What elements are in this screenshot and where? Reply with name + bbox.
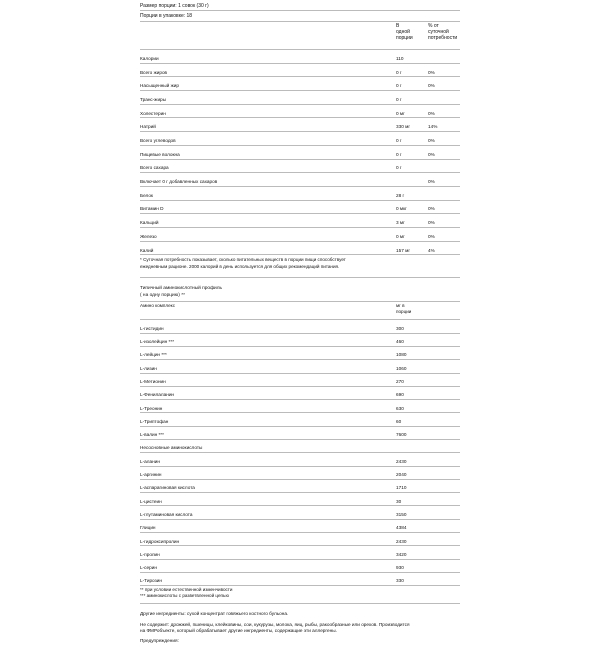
nutrient-percent: 0% (428, 179, 435, 185)
nutrient-name: Всего сахара (140, 165, 169, 171)
amino-amount: 930 (396, 565, 404, 571)
amino-amount: 3150 (396, 511, 407, 517)
amino-name: L-пролин (140, 551, 160, 557)
amino-row (140, 320, 460, 333)
amino-amount: 1710 (396, 485, 407, 491)
nutrient-name: Транс-жиры (140, 96, 167, 102)
amino-name: L-лизин (140, 365, 157, 371)
nutrient-name: Включает 0 г добавленных сахаров (140, 179, 218, 185)
amino-amount: 300 (396, 325, 404, 331)
nutrition-row (140, 105, 460, 119)
nutrient-percent (428, 61, 460, 63)
amino-profile-title (140, 286, 460, 302)
nutrient-percent: 0% (428, 151, 435, 157)
allergen-statement (140, 622, 460, 635)
footnote-line: ежедневным рационе. 2000 калорий в день используется для общих рекомендаций питания. (140, 263, 340, 269)
nutrient-percent: 0% (428, 220, 435, 226)
daily-header-line: суточной (428, 29, 449, 35)
daily-value-header (428, 23, 460, 41)
nutrient-amount: 110 (396, 55, 404, 61)
amino-row (140, 360, 460, 373)
other-ingredients: Другие ингредиенты: сухой концентрат говяжьего костного бульона. (140, 611, 289, 617)
nutrient-amount: 3 мг (396, 220, 405, 226)
footnote-line: * Суточная потребность показывает, сколько питательных веществ в порции пищи способствует (140, 257, 346, 263)
nutrient-percent: 4% (428, 247, 435, 253)
amino-row (140, 506, 460, 519)
legend-line: *** аминокислоты с разветвленной цепью (140, 593, 229, 599)
serving-size: Размер порции: 1 совок (30 г) (140, 2, 460, 11)
daily-header-line: потребности (428, 35, 458, 41)
nutrition-table-header (140, 22, 460, 50)
amino-row (140, 374, 460, 387)
amino-name: L-Тирозин (140, 578, 162, 584)
amino-name: L-глутаминовая кислота (140, 511, 193, 517)
amino-amount: 30 (396, 498, 402, 504)
nutrient-name: Витамин D (140, 206, 164, 212)
amino-amount: 690 (396, 392, 404, 398)
ingredients-block (140, 611, 460, 644)
nutrient-percent: 14% (428, 124, 438, 130)
amino-row (140, 546, 460, 559)
amino-amount: 2040 (396, 472, 407, 478)
amino-amount: 630 (396, 405, 404, 411)
amount-header-line: одной (396, 29, 410, 35)
amino-amount: 3420 (396, 551, 407, 557)
allergen-line: Не содержит: дрожжей, пшеницы, клейковины, сои, кукурузы, молока, яиц, рыбы, ракообразные или орехов. Производится (140, 621, 410, 627)
nutrition-row (140, 132, 460, 146)
amino-name: L-лейцин *** (140, 352, 167, 358)
supplement-facts-panel (140, 2, 460, 648)
amino-legend (140, 586, 460, 604)
nutrient-amount: 0 г (396, 138, 402, 144)
amino-row (140, 480, 460, 493)
amino-name: L-Треонин (140, 405, 163, 411)
amino-name: L-валин *** (140, 432, 164, 438)
allergen-line: на ФМРобъекте, который обрабатывает другие ингредиенты, содержащие эти аллергены. (140, 627, 337, 633)
nutrient-percent (428, 198, 460, 200)
nutrient-percent: 0% (428, 83, 435, 89)
amino-amount: 2430 (396, 538, 407, 544)
nutrition-row (140, 77, 460, 91)
nutrient-percent: 0% (428, 138, 435, 144)
amino-amount: 4384 (396, 525, 407, 531)
amino-row (140, 533, 460, 546)
nutrient-amount: 157 мг (396, 247, 411, 253)
amino-amount: 1060 (396, 365, 407, 371)
nutrient-amount: 0 г (396, 151, 402, 157)
amino-name: L-Триптофан (140, 418, 169, 424)
amino-row (140, 493, 460, 506)
amino-name: L-аспарагиновая кислота (140, 485, 195, 491)
nutrient-percent (428, 102, 460, 104)
section-title-text: Несосновные аминокислоты (140, 445, 203, 451)
nutrient-amount: 0 г (396, 69, 402, 75)
nutrient-name: Всего жиров (140, 69, 168, 75)
nutrition-row (140, 242, 460, 256)
nutrient-name: Белок (140, 192, 153, 198)
nutrient-amount: 0 мг (396, 110, 405, 116)
amino-row (140, 573, 460, 586)
amino-row (140, 334, 460, 347)
nutrient-name: Калории (140, 55, 159, 61)
nutrient-amount: 330 мг (396, 124, 411, 130)
nutrition-table (140, 50, 460, 255)
mg-per-serving-header (396, 303, 460, 315)
amino-name: L-цистеин (140, 498, 162, 504)
amino-row (140, 467, 460, 480)
nutrient-name: Всего углеводов (140, 138, 176, 144)
nutrition-row (140, 91, 460, 105)
amino-amount: 60 (396, 418, 402, 424)
amino-title-line: Типичный аминокислотный профиль (140, 286, 223, 292)
amino-amount: 2430 (396, 458, 407, 464)
nutrient-amount: 0 мг (396, 233, 405, 239)
nutrition-row (140, 214, 460, 228)
nutrition-row (140, 201, 460, 215)
nutrient-name: Пищевые волокна (140, 151, 180, 157)
nutrient-name: Натрий (140, 124, 156, 130)
amount-header-line: порции (396, 35, 413, 41)
warnings-title: Предупреждения: (140, 638, 179, 644)
nutrient-amount (396, 184, 428, 186)
amino-row (140, 387, 460, 400)
nutrition-row (140, 50, 460, 64)
mg-header-line: порции (396, 309, 412, 315)
nutrient-percent: 0% (428, 233, 435, 239)
amount-header-line: В (396, 23, 400, 29)
amino-row (140, 400, 460, 413)
servings-per-package: Порции в упаковке: 18 (140, 11, 460, 22)
nutrition-row (140, 228, 460, 242)
amino-name: L-Метионин (140, 379, 166, 384)
nutrition-row (140, 187, 460, 201)
amino-name: L-изолейцин *** (140, 339, 175, 345)
spacer (140, 604, 460, 611)
nutrient-name: Кальций (140, 220, 159, 226)
nutrient-amount: 0 мкг (396, 206, 407, 212)
nutrient-percent (428, 170, 460, 172)
amount-per-serving-header (396, 23, 428, 41)
legend-line: ** при условии естественной изменчивости (140, 587, 233, 593)
nutrient-amount: 0 г (396, 165, 402, 171)
daily-header-line: % от (428, 23, 439, 29)
amino-title-line: ( на одну порцию) ** (140, 292, 185, 298)
amino-complex-header: Амино комплекс (140, 303, 176, 309)
nutrition-row (140, 64, 460, 78)
nutrient-name: Железо (140, 233, 157, 239)
amino-amount: 270 (396, 379, 404, 384)
amino-amount: 1080 (396, 352, 407, 358)
mg-header-line: мг в (396, 303, 405, 309)
daily-value-footnote (140, 255, 460, 278)
nutrient-name: Холестерин (140, 110, 166, 116)
amino-name: L-аргинин (140, 472, 162, 478)
nutrient-name: Насыщенный жир (140, 83, 179, 89)
nutrient-name: Калий (140, 247, 154, 253)
amino-row (140, 427, 460, 440)
amino-name: Глицин (140, 525, 156, 531)
amino-table (140, 320, 460, 586)
amino-row (140, 413, 460, 426)
amino-name: L-Фенилаланин (140, 392, 175, 398)
amino-name: L-аланин (140, 458, 160, 464)
nutrient-amount: 28 г (396, 192, 405, 198)
nutrition-row (140, 146, 460, 160)
nutrition-row (140, 173, 460, 187)
amino-table-header (140, 302, 460, 320)
nutrient-percent: 0% (428, 110, 435, 116)
nutrient-percent: 0% (428, 206, 435, 212)
nutrition-row (140, 118, 460, 132)
nutrient-amount: 0 г (396, 83, 402, 89)
amino-row (140, 520, 460, 533)
amino-amount: 7600 (396, 432, 407, 438)
nutrient-amount: 0 г (396, 96, 402, 102)
nutrition-row (140, 160, 460, 174)
amino-row (140, 453, 460, 466)
amino-amount: 330 (396, 578, 404, 584)
amino-name: L-гидроксипролин (140, 538, 180, 544)
nutrient-percent: 0% (428, 69, 435, 75)
nonessential-section-title (140, 440, 460, 453)
amino-name: L-гистидин (140, 325, 164, 331)
amino-row (140, 347, 460, 360)
amino-amount: 460 (396, 339, 404, 345)
amino-row (140, 560, 460, 573)
amino-name: L-серин (140, 565, 157, 571)
